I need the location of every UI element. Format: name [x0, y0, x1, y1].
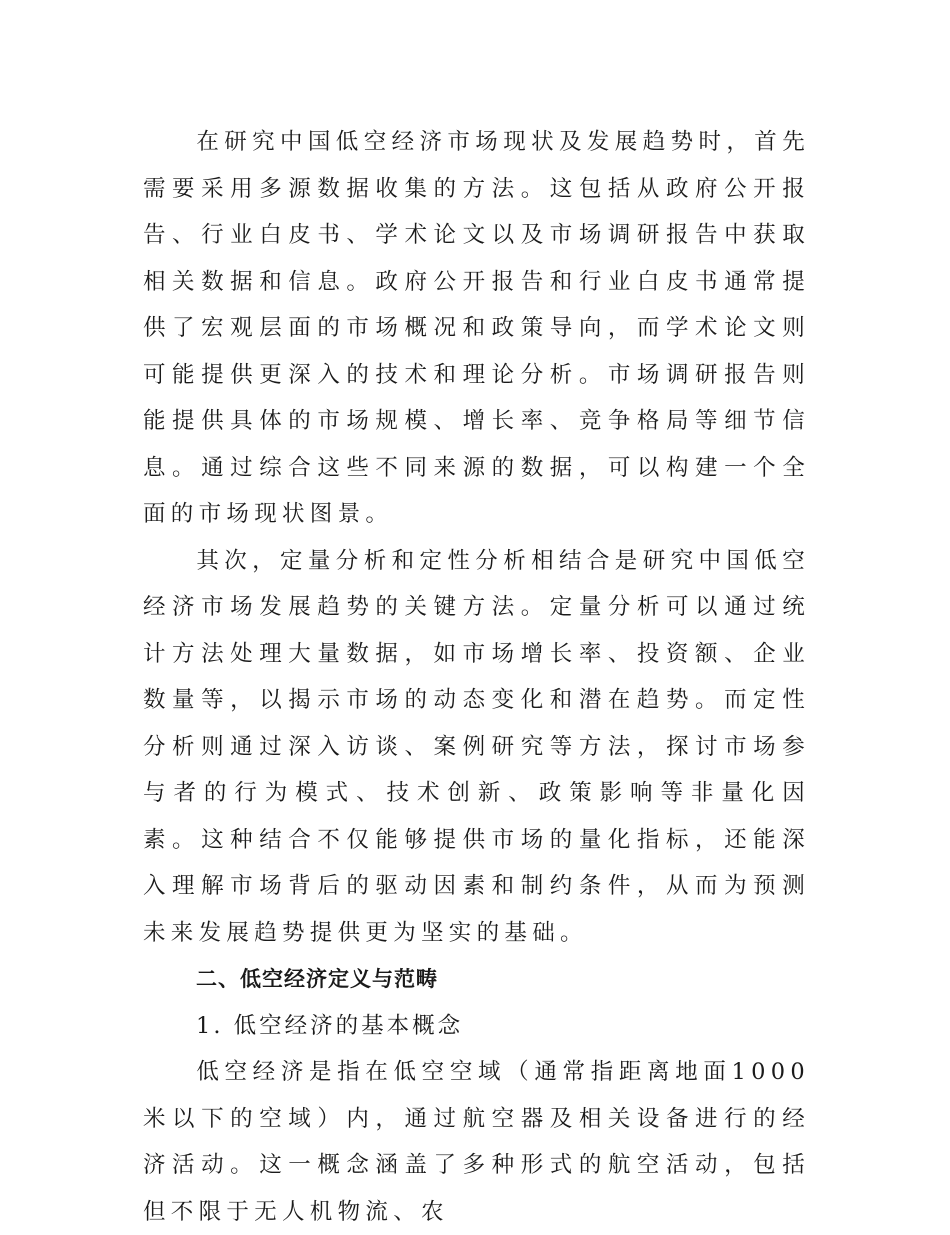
paragraph-data-collection: 在研究中国低空经济市场现状及发展趋势时，首先需要采用多源数据收集的方法。这包括从政府公开报告、行业白皮书、学术论文以及市场调研报告中获取相关数据和信息。政府公开报告和行业白皮书通常提供了宏观层面的市场概况和政策导向，而学术论文则可能提供更深入的技术和理论分析。市场调研报告则能提供具体的市场规模、增长率、竞争格局等细节信息。通过综合这些不同来源的数据，可以构建一个全面的市场现状图景。	[143, 129, 810, 527]
subsection-heading: 1. 低空经济的基本概念	[196, 1012, 464, 1039]
section-heading: 二、低空经济定义与范畴	[196, 967, 438, 991]
paragraph-definition: 低空经济是指在低空空域（通常指距离地面1000米以下的空域）内，通过航空器及相关设备进行的经济活动。这一概念涵盖了多种形式的航空活动，包括但不限于无人机物流、农	[143, 1059, 810, 1225]
paragraph-analysis-methods: 其次，定量分析和定性分析相结合是研究中国低空经济市场发展趋势的关键方法。定量分析可以通过统计方法处理大量数据，如市场增长率、投资额、企业数量等，以揭示市场的动态变化和潜在趋势。而定性分析则通过深入访谈、案例研究等方法，探讨市场参与者的行为模式、技术创新、政策影响等非量化因素。这种结合不仅能够提供市场的量化指标，还能深入理解市场背后的驱动因素和制约条件，从而为预测未来发展趋势提供更为坚实的基础。	[143, 547, 810, 946]
